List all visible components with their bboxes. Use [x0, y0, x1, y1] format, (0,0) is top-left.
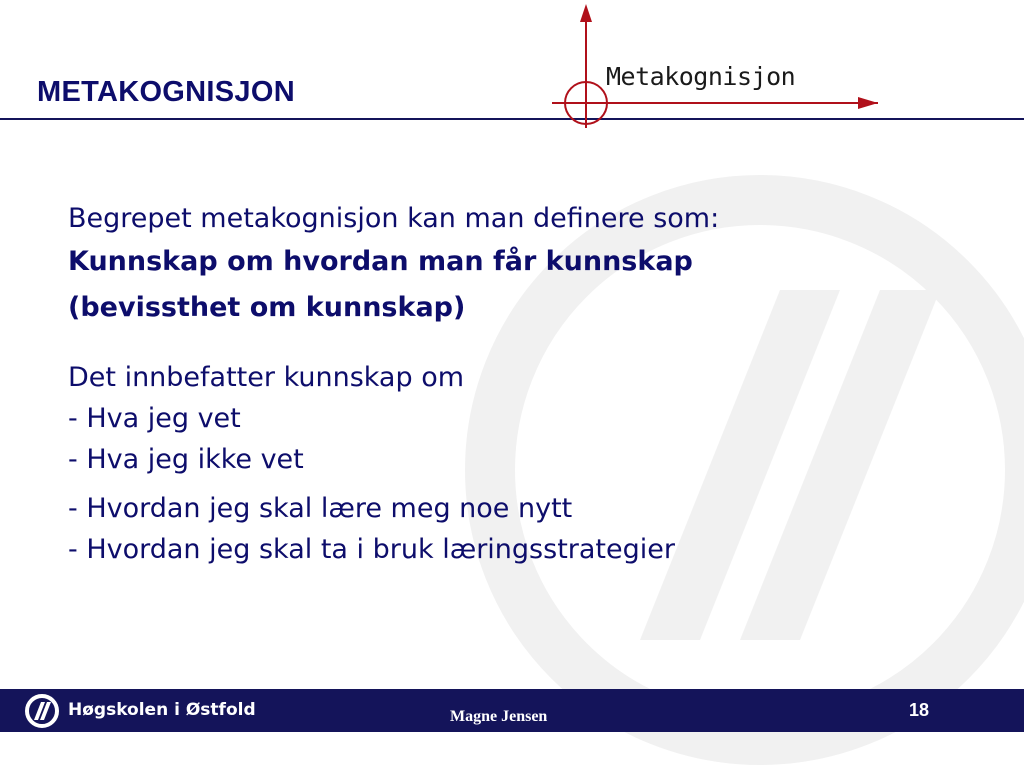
school-logo-icon: [24, 693, 60, 729]
institution-name: Høgskolen i Østfold: [68, 700, 256, 720]
list-item: - Hva jeg ikke vet: [68, 444, 304, 475]
right-arrow-head: [858, 97, 878, 109]
definition-line-2: (bevissthet om kunnskap): [68, 292, 466, 323]
list-item: - Hvordan jeg skal ta i bruk læringsstrategier: [68, 534, 675, 565]
list-item: - Hvordan jeg skal lære meg noe nytt: [68, 493, 573, 524]
includes-heading: Det innbefatter kunnskap om: [68, 362, 465, 393]
intro-text: Begrepet metakognisjon kan man definere som:: [68, 203, 720, 234]
page-number: 18: [909, 700, 930, 720]
slide-body: [68, 198, 719, 570]
definition-line-1: Kunnskap om hvordan man får kunnskap: [68, 246, 693, 277]
diagram-label: Metakognisjon: [606, 62, 796, 91]
author-name: Magne Jensen: [450, 708, 548, 725]
list-item: - Hva jeg vet: [68, 403, 241, 434]
page-title: METAKOGNISJON: [37, 76, 295, 108]
up-arrow-head: [580, 4, 592, 22]
